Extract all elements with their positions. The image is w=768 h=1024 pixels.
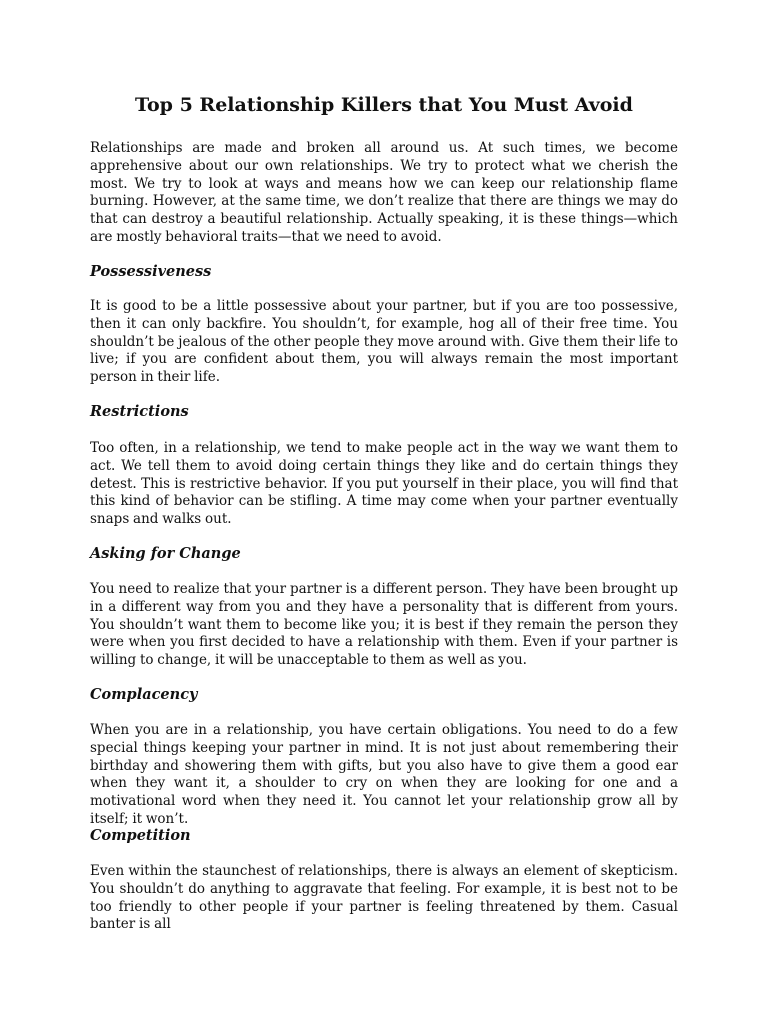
section-heading-competition: Competition [90,827,191,844]
section-heading-possessiveness: Possessiveness [90,263,212,280]
document-title: Top 5 Relationship Killers that You Must Avoid [135,94,633,116]
section-heading-complacency: Complacency [90,686,198,703]
section-heading-asking-for-change: Asking for Change [90,545,241,562]
section-heading-restrictions: Restrictions [90,403,189,420]
section-body-possessiveness: It is good to be a little possessive about your partner, but if you are too possessive, then it can only backfire. You shouldn’t, for example, hog all of their free time. You shouldn’t be jealous of the other people they move around with. Give them their life to live; if you are confident about them, you will always remain the most important person in their life. [90,298,678,386]
section-body-asking-for-change: You need to realize that your partner is a different person. They have been brought up in a different way from you and they have a personality that is different from yours. You shouldn’t want them to become like you; it is best if they remain the person they were when you first decided to have a relationship with them. Even if your partner is willing to change, it will be unacceptable to them as well as you. [90,581,678,669]
section-body-complacency: When you are in a relationship, you have certain obligations. You need to do a few special things keeping your partner in mind. It is not just about remembering their birthday and showering them with gifts, but you also have to give them a good ear when they want it, a shoulder to cry on when they are looking for one and a motivational word when they need it. You cannot let your relationship grow all by itself; it won’t. [90,722,678,827]
section-body-competition: Even within the staunchest of relationships, there is always an element of skepticism. You shouldn’t do anything to aggravate that feeling. For example, it is best not to be too friendly to other people if your partner is feeling threatened by them. Casual banter is all [90,863,678,933]
section-body-restrictions: Too often, in a relationship, we tend to make people act in the way we want them to act. We tell them to avoid doing certain things they like and do certain things they detest. This is restrictive behavior. If you put yourself in their place, you will find that this kind of behavior can be stifling. A time may come when your partner eventually snaps and walks out. [90,440,678,528]
intro-paragraph: Relationships are made and broken all around us. At such times, we become apprehensive about our own relationships. We try to protect what we cherish the most. We try to look at ways and means how we can keep our relationship flame burning. However, at the same time, we don’t realize that there are things we may do that can destroy a beautiful relationship. Actually speaking, it is these things—which are mostly behavioral traits—that we need to avoid. [90,140,678,245]
